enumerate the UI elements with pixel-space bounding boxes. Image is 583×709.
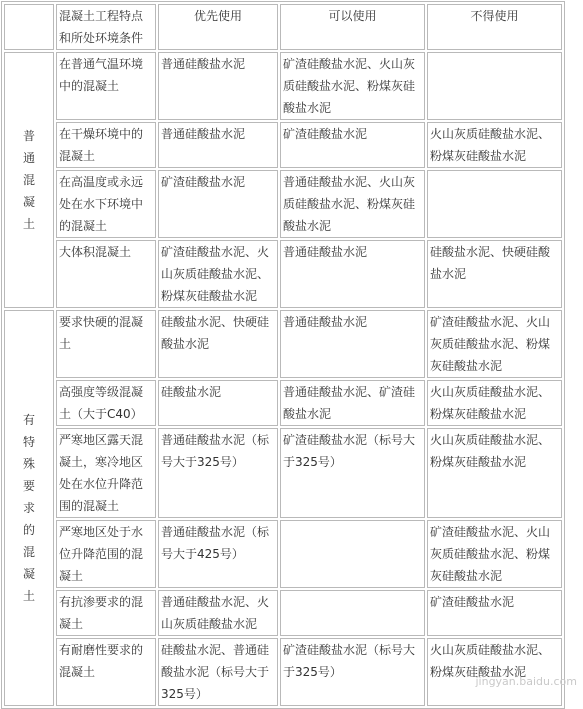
forbid-cell: 火山灰质硅酸盐水泥、粉煤灰硅酸盐水泥 xyxy=(427,380,562,426)
prefer-cell: 硅酸盐水泥、快硬硅酸盐水泥 xyxy=(158,310,278,378)
cement-selection-table xyxy=(1,1,565,709)
header-prefer: 优先使用 xyxy=(158,4,278,50)
table-row xyxy=(4,170,562,238)
allow-cell xyxy=(280,520,425,588)
condition-cell: 在干燥环境中的混凝土 xyxy=(56,122,156,168)
condition-cell: 有抗渗要求的混凝土 xyxy=(56,590,156,636)
condition-cell: 在高温度或永远处在水下环境中的混凝土 xyxy=(56,170,156,238)
prefer-cell: 矿渣硅酸盐水泥 xyxy=(158,170,278,238)
table-row xyxy=(4,310,562,378)
forbid-cell: 火山灰质硅酸盐水泥、粉煤灰硅酸盐水泥 xyxy=(427,122,562,168)
forbid-cell: 矿渣硅酸盐水泥 xyxy=(427,590,562,636)
allow-cell: 普通硅酸盐水泥、火山灰质硅酸盐水泥、粉煤灰硅酸盐水泥 xyxy=(280,170,425,238)
header-empty-cell xyxy=(4,4,54,50)
allow-cell: 普通硅酸盐水泥 xyxy=(280,310,425,378)
watermark: jingyan.baidu.com xyxy=(475,675,577,688)
allow-cell: 矿渣硅酸盐水泥 xyxy=(280,122,425,168)
forbid-cell: 矿渣硅酸盐水泥、火山灰质硅酸盐水泥、粉煤灰硅酸盐水泥 xyxy=(427,310,562,378)
allow-cell xyxy=(280,590,425,636)
prefer-cell: 普通硅酸盐水泥、火山灰质硅酸盐水泥 xyxy=(158,590,278,636)
table-row xyxy=(4,380,562,426)
category-special-label: 有特殊要求的混凝土 xyxy=(22,413,35,603)
prefer-cell: 普通硅酸盐水泥（标号大于425号） xyxy=(158,520,278,588)
table-row xyxy=(4,52,562,120)
table-row xyxy=(4,428,562,518)
condition-cell: 有耐磨性要求的混凝土 xyxy=(56,638,156,706)
forbid-cell xyxy=(427,170,562,238)
table-row xyxy=(4,590,562,636)
table-header-row xyxy=(4,4,562,50)
forbid-cell: 火山灰质硅酸盐水泥、粉煤灰硅酸盐水泥 xyxy=(427,428,562,518)
condition-cell: 要求快硬的混凝土 xyxy=(56,310,156,378)
table-row xyxy=(4,520,562,588)
allow-cell: 矿渣硅酸盐水泥（标号大于325号） xyxy=(280,638,425,706)
forbid-cell: 矿渣硅酸盐水泥、火山灰质硅酸盐水泥、粉煤灰硅酸盐水泥 xyxy=(427,520,562,588)
prefer-cell: 普通硅酸盐水泥 xyxy=(158,122,278,168)
table-row xyxy=(4,240,562,308)
category-ordinary-label: 普通混凝土 xyxy=(22,129,35,231)
condition-cell: 大体积混凝土 xyxy=(56,240,156,308)
condition-cell: 在普通气温环境中的混凝土 xyxy=(56,52,156,120)
category-ordinary xyxy=(4,52,54,308)
condition-cell: 严寒地区处于水位升降范围的混凝土 xyxy=(56,520,156,588)
allow-cell: 普通硅酸盐水泥、矿渣硅酸盐水泥 xyxy=(280,380,425,426)
prefer-cell: 矿渣硅酸盐水泥、火山灰质硅酸盐水泥、粉煤灰硅酸盐水泥 xyxy=(158,240,278,308)
allow-cell: 矿渣硅酸盐水泥（标号大于325号） xyxy=(280,428,425,518)
forbid-cell: 火山灰质硅酸盐水泥、粉煤灰硅酸盐水泥 xyxy=(427,638,562,706)
prefer-cell: 普通硅酸盐水泥（标号大于325号） xyxy=(158,428,278,518)
prefer-cell: 普通硅酸盐水泥 xyxy=(158,52,278,120)
header-allow: 可以使用 xyxy=(280,4,425,50)
condition-cell: 高强度等级混凝土（大于C40） xyxy=(56,380,156,426)
condition-cell: 严寒地区露天混凝土，寒冷地区处在水位升降范围的混凝土 xyxy=(56,428,156,518)
forbid-cell xyxy=(427,52,562,120)
forbid-cell: 硅酸盐水泥、快硬硅酸盐水泥 xyxy=(427,240,562,308)
category-special xyxy=(4,310,54,706)
header-forbid: 不得使用 xyxy=(427,4,562,50)
table-row xyxy=(4,122,562,168)
prefer-cell: 硅酸盐水泥 xyxy=(158,380,278,426)
allow-cell: 普通硅酸盐水泥 xyxy=(280,240,425,308)
prefer-cell: 硅酸盐水泥、普通硅酸盐水泥（标号大于325号） xyxy=(158,638,278,706)
header-condition: 混凝土工程特点和所处环境条件 xyxy=(56,4,156,50)
table-row xyxy=(4,638,562,706)
allow-cell: 矿渣硅酸盐水泥、火山灰质硅酸盐水泥、粉煤灰硅酸盐水泥 xyxy=(280,52,425,120)
